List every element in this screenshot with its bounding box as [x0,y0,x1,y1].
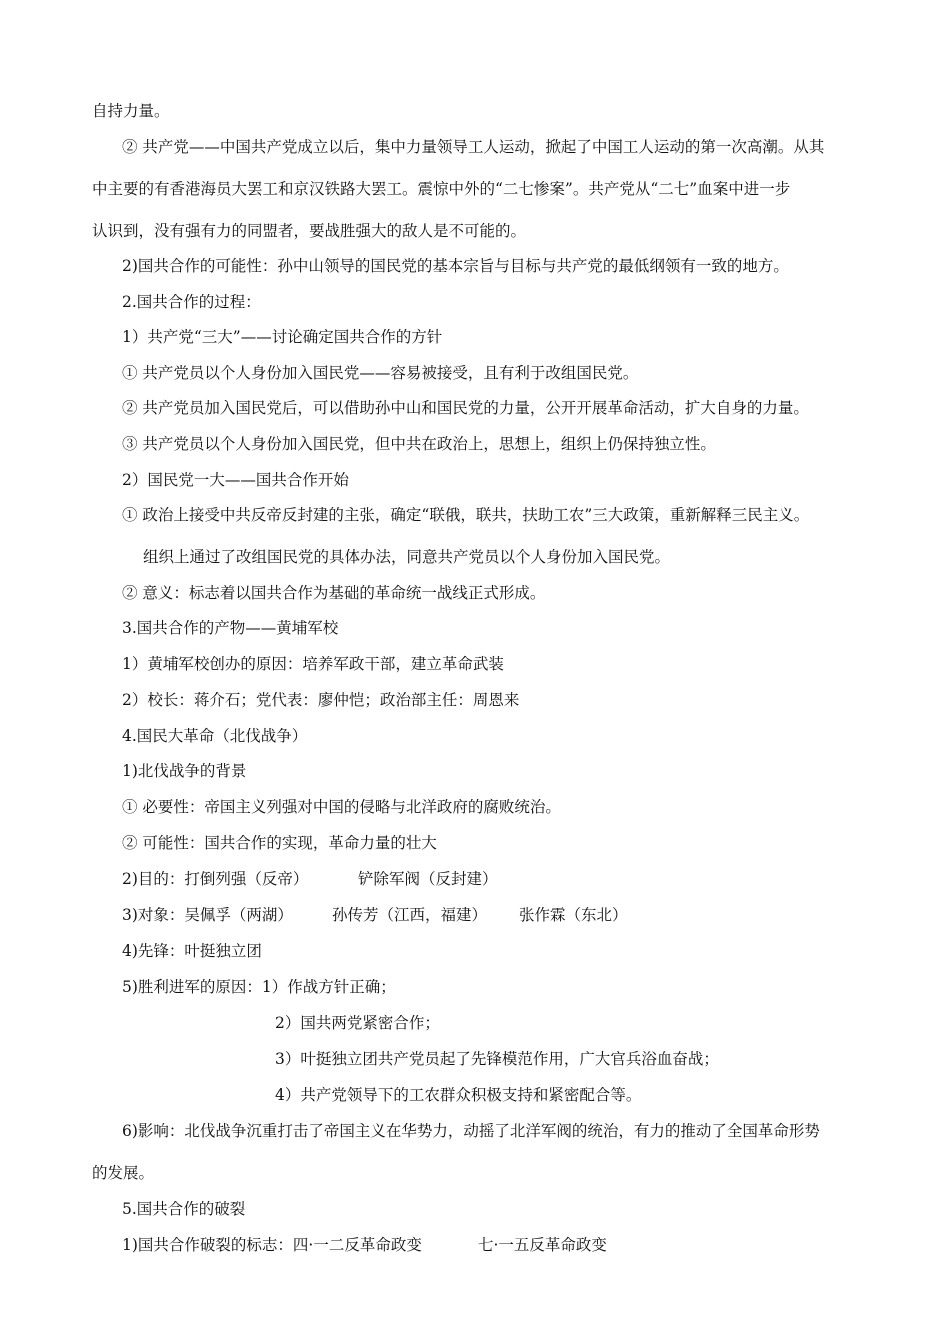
text-line: 孙传芳（江西，福建） [332,906,488,924]
text-line: 4）共产党领导下的工农群众积极支持和紧密配合等。 [275,1086,642,1104]
text-line: ② 可能性：国共合作的实现，革命力量的壮大 [122,834,437,852]
text-line: 2）国共两党紧密合作； [275,1014,440,1032]
text-line: ② 意义：标志着以国共合作为基础的革命统一战线正式形成。 [122,584,546,602]
text-line: 中主要的有香港海员大罢工和京汉铁路大罢工。震惊中外的“二七惨案”。共产党从“二七”血案中进一步 [92,180,791,198]
text-line: 张作霖（东北） [519,906,628,924]
text-line: 自持力量。 [92,102,170,120]
text-line: 铲除军阀（反封建） [358,870,498,888]
text-line: 组织上通过了改组国民党的具体办法，同意共产党员以个人身份加入国民党。 [143,548,671,566]
text-line: 3）叶挺独立团共产党员起了先锋模范作用，广大官兵浴血奋战； [275,1050,719,1068]
section-heading: 2.国共合作的过程： [122,293,261,311]
text-line: ② 共产党——中国共产党成立以后，集中力量领导工人运动，掀起了中国工人运动的第一次高潮。从其 [122,138,825,156]
text-line: 2）国民党一大——国共合作开始 [122,471,349,489]
text-line: 2)国共合作的可能性：孙中山领导的国民党的基本宗旨与目标与共产党的最低纲领有一致的地方。 [122,257,789,275]
text-line: 认识到，没有强有力的同盟者，要战胜强大的敌人是不可能的。 [92,222,527,240]
text-line: ① 必要性：帝国主义列强对中国的侵略与北洋政府的腐败统治。 [122,798,561,816]
text-line: 3)对象：吴佩孚（两湖） [122,906,293,924]
text-line: ③ 共产党员以个人身份加入国民党，但中共在政治上，思想上，组织上仍保持独立性。 [122,435,716,453]
section-heading: 5.国共合作的破裂 [122,1200,246,1218]
section-heading: 3.国共合作的产物——黄埔军校 [122,619,339,637]
text-line: 的发展。 [92,1164,155,1182]
text-line: 1)北伐战争的背景 [122,762,247,780]
text-line: ① 共产党员以个人身份加入国民党——容易被接受，且有利于改组国民党。 [122,364,639,382]
text-line: ① 政治上接受中共反帝反封建的主张，确定“联俄，联共，扶助工农”三大政策，重新解释三民主义。 [122,506,810,524]
text-line: 6)影响：北伐战争沉重打击了帝国主义在华势力，动摇了北洋军阀的统治，有力的推动了全国革命形势 [122,1122,820,1140]
text-line: 1）共产党“三大”——讨论确定国共合作的方针 [122,328,443,346]
text-line: 七·一五反革命政变 [478,1236,607,1254]
text-line: 1)国共合作破裂的标志：四·一二反革命政变 [122,1236,422,1254]
section-heading: 4.国民大革命（北伐战争） [122,727,308,745]
text-line: 5)胜利进军的原因：1）作战方针正确； [122,978,396,996]
text-line: 2）校长：蒋介石；党代表：廖仲恺；政治部主任：周恩来 [122,691,520,709]
text-line: 2)目的：打倒列强（反帝） [122,870,309,888]
text-line: ② 共产党员加入国民党后，可以借助孙中山和国民党的力量，公开开展革命活动，扩大自身的力量。 [122,399,809,417]
text-line: 4)先锋：叶挺独立团 [122,942,262,960]
text-line: 1）黄埔军校创办的原因：培养军政干部，建立革命武装 [122,655,504,673]
